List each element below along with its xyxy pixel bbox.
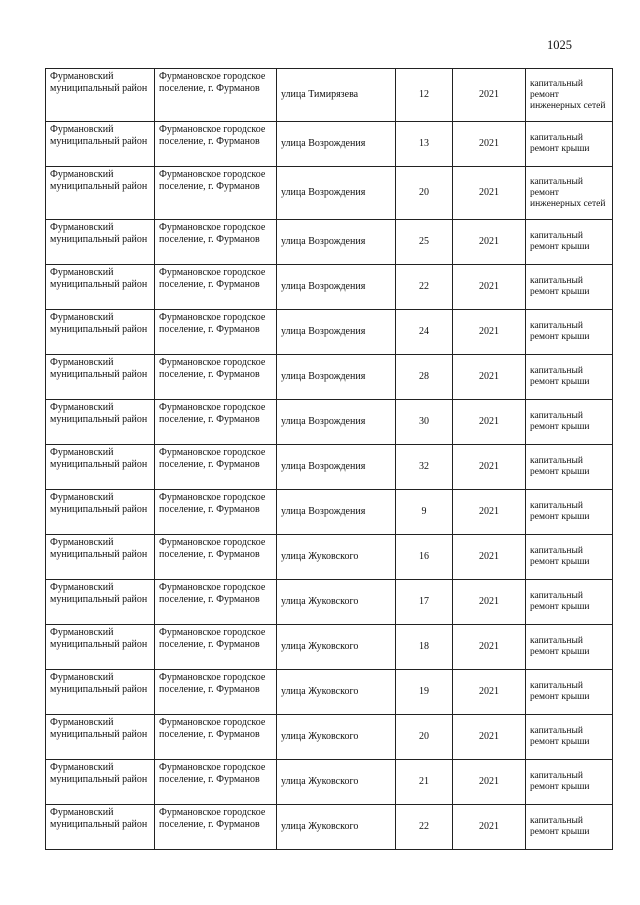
street-cell: улица Возрождения (277, 490, 396, 535)
settlement-cell: Фурмановское городское поселение, г. Фурманов (155, 670, 277, 715)
table-row (46, 535, 613, 580)
street-cell: улица Тимирязева (277, 69, 396, 122)
house-number-cell: 22 (396, 265, 453, 310)
district-cell: Фурмановский муниципальный район (46, 265, 155, 310)
year-cell: 2021 (453, 490, 526, 535)
year-cell: 2021 (453, 715, 526, 760)
year-cell: 2021 (453, 805, 526, 850)
house-number-cell: 25 (396, 220, 453, 265)
table-row (46, 355, 613, 400)
street-cell: улица Возрождения (277, 445, 396, 490)
settlement-cell: Фурмановское городское поселение, г. Фурманов (155, 167, 277, 220)
house-number-cell: 9 (396, 490, 453, 535)
year-cell: 2021 (453, 220, 526, 265)
house-number-cell: 17 (396, 580, 453, 625)
district-cell: Фурмановский муниципальный район (46, 400, 155, 445)
work-type-cell: капитальный ремонт крыши (526, 760, 613, 805)
district-cell: Фурмановский муниципальный район (46, 167, 155, 220)
district-cell: Фурмановский муниципальный район (46, 490, 155, 535)
settlement-cell: Фурмановское городское поселение, г. Фурманов (155, 220, 277, 265)
district-cell: Фурмановский муниципальный район (46, 580, 155, 625)
house-number-cell: 16 (396, 535, 453, 580)
settlement-cell: Фурмановское городское поселение, г. Фурманов (155, 69, 277, 122)
street-cell: улица Жуковского (277, 805, 396, 850)
district-cell: Фурмановский муниципальный район (46, 355, 155, 400)
table-row (46, 760, 613, 805)
year-cell: 2021 (453, 535, 526, 580)
house-number-cell: 22 (396, 805, 453, 850)
house-number-cell: 12 (396, 69, 453, 122)
table-row (46, 310, 613, 355)
table-row (46, 805, 613, 850)
work-type-cell: капитальный ремонт крыши (526, 535, 613, 580)
settlement-cell: Фурмановское городское поселение, г. Фурманов (155, 400, 277, 445)
settlement-cell: Фурмановское городское поселение, г. Фурманов (155, 535, 277, 580)
work-type-cell: капитальный ремонт крыши (526, 265, 613, 310)
table-row (46, 490, 613, 535)
house-number-cell: 32 (396, 445, 453, 490)
district-cell: Фурмановский муниципальный район (46, 535, 155, 580)
settlement-cell: Фурмановское городское поселение, г. Фурманов (155, 805, 277, 850)
work-type-cell: капитальный ремонт крыши (526, 445, 613, 490)
year-cell: 2021 (453, 167, 526, 220)
street-cell: улица Возрождения (277, 310, 396, 355)
district-cell: Фурмановский муниципальный район (46, 122, 155, 167)
table-row (46, 445, 613, 490)
street-cell: улица Возрождения (277, 167, 396, 220)
work-type-cell: капитальный ремонт крыши (526, 625, 613, 670)
table-row (46, 122, 613, 167)
district-cell: Фурмановский муниципальный район (46, 625, 155, 670)
district-cell: Фурмановский муниципальный район (46, 69, 155, 122)
settlement-cell: Фурмановское городское поселение, г. Фурманов (155, 355, 277, 400)
house-number-cell: 28 (396, 355, 453, 400)
year-cell: 2021 (453, 760, 526, 805)
district-cell: Фурмановский муниципальный район (46, 760, 155, 805)
year-cell: 2021 (453, 355, 526, 400)
work-type-cell: капитальный ремонт крыши (526, 400, 613, 445)
work-type-cell: капитальный ремонт крыши (526, 670, 613, 715)
work-type-cell: капитальный ремонт крыши (526, 715, 613, 760)
work-type-cell: капитальный ремонт инженерных сетей (526, 167, 613, 220)
table-row (46, 167, 613, 220)
street-cell: улица Жуковского (277, 670, 396, 715)
year-cell: 2021 (453, 265, 526, 310)
work-type-cell: капитальный ремонт крыши (526, 490, 613, 535)
settlement-cell: Фурмановское городское поселение, г. Фурманов (155, 580, 277, 625)
table-body (46, 69, 613, 850)
street-cell: улица Возрождения (277, 265, 396, 310)
table-row (46, 220, 613, 265)
year-cell: 2021 (453, 122, 526, 167)
year-cell: 2021 (453, 445, 526, 490)
house-number-cell: 18 (396, 625, 453, 670)
work-type-cell: капитальный ремонт крыши (526, 355, 613, 400)
district-cell: Фурмановский муниципальный район (46, 805, 155, 850)
district-cell: Фурмановский муниципальный район (46, 715, 155, 760)
work-type-cell: капитальный ремонт крыши (526, 580, 613, 625)
table-row (46, 670, 613, 715)
work-type-cell: капитальный ремонт инженерных сетей (526, 69, 613, 122)
house-number-cell: 19 (396, 670, 453, 715)
settlement-cell: Фурмановское городское поселение, г. Фурманов (155, 122, 277, 167)
house-number-cell: 21 (396, 760, 453, 805)
house-number-cell: 13 (396, 122, 453, 167)
house-number-cell: 24 (396, 310, 453, 355)
settlement-cell: Фурмановское городское поселение, г. Фурманов (155, 265, 277, 310)
street-cell: улица Жуковского (277, 760, 396, 805)
district-cell: Фурмановский муниципальный район (46, 445, 155, 490)
house-number-cell: 30 (396, 400, 453, 445)
table-row (46, 580, 613, 625)
work-type-cell: капитальный ремонт крыши (526, 122, 613, 167)
table-row (46, 265, 613, 310)
year-cell: 2021 (453, 69, 526, 122)
page-number: 1025 (547, 38, 572, 52)
settlement-cell: Фурмановское городское поселение, г. Фурманов (155, 310, 277, 355)
year-cell: 2021 (453, 310, 526, 355)
work-type-cell: капитальный ремонт крыши (526, 805, 613, 850)
work-type-cell: капитальный ремонт крыши (526, 220, 613, 265)
house-number-cell: 20 (396, 715, 453, 760)
settlement-cell: Фурмановское городское поселение, г. Фурманов (155, 760, 277, 805)
district-cell: Фурмановский муниципальный район (46, 310, 155, 355)
repair-schedule-table (45, 68, 613, 850)
table-row (46, 69, 613, 122)
street-cell: улица Жуковского (277, 535, 396, 580)
street-cell: улица Возрождения (277, 122, 396, 167)
table-row (46, 400, 613, 445)
settlement-cell: Фурмановское городское поселение, г. Фурманов (155, 715, 277, 760)
settlement-cell: Фурмановское городское поселение, г. Фурманов (155, 445, 277, 490)
year-cell: 2021 (453, 625, 526, 670)
settlement-cell: Фурмановское городское поселение, г. Фурманов (155, 490, 277, 535)
street-cell: улица Возрождения (277, 400, 396, 445)
street-cell: улица Возрождения (277, 220, 396, 265)
table-row (46, 625, 613, 670)
year-cell: 2021 (453, 400, 526, 445)
year-cell: 2021 (453, 580, 526, 625)
street-cell: улица Жуковского (277, 625, 396, 670)
street-cell: улица Возрождения (277, 355, 396, 400)
street-cell: улица Жуковского (277, 715, 396, 760)
street-cell: улица Жуковского (277, 580, 396, 625)
year-cell: 2021 (453, 670, 526, 715)
district-cell: Фурмановский муниципальный район (46, 220, 155, 265)
settlement-cell: Фурмановское городское поселение, г. Фурманов (155, 625, 277, 670)
house-number-cell: 20 (396, 167, 453, 220)
district-cell: Фурмановский муниципальный район (46, 670, 155, 715)
table-row (46, 715, 613, 760)
work-type-cell: капитальный ремонт крыши (526, 310, 613, 355)
